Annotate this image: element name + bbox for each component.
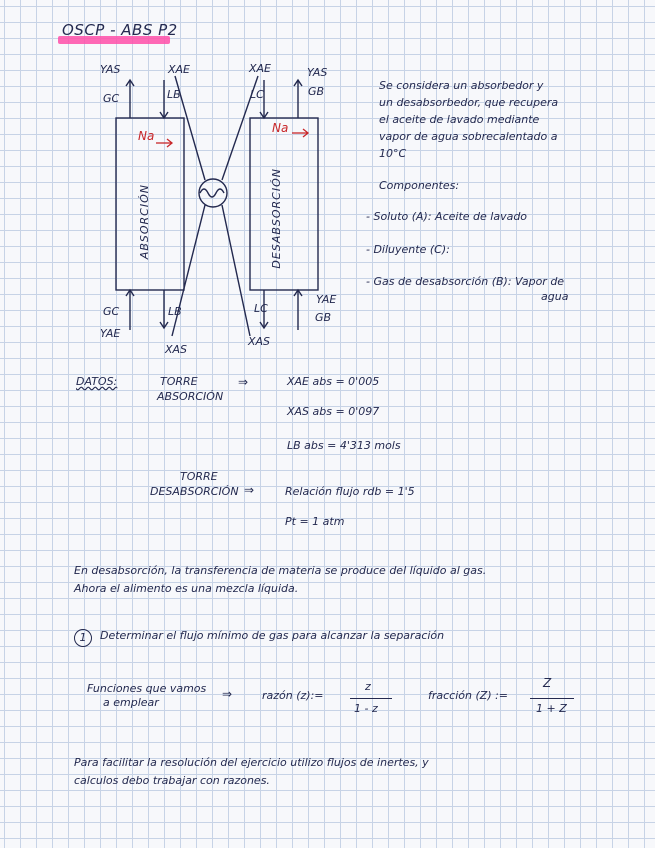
- ratio-denominator: 1 - z: [354, 702, 378, 715]
- data-arrow-2: ⇒: [244, 483, 255, 497]
- data-pressure: Pt = 1 atm: [285, 515, 345, 528]
- tower-desorption-label: TORRE: [180, 470, 218, 483]
- data-label: DATOS:: [76, 375, 118, 388]
- description-line: vapor de agua sobrecalentado a: [379, 130, 558, 143]
- component-gas: - Gas de desabsorción (B): Vapor de: [366, 275, 565, 288]
- desorber-top-l-label: LC: [250, 88, 264, 101]
- ratio-label: razón (z):=: [262, 689, 324, 702]
- closing-line: Para facilitar la resolución del ejercicio utilizo flujos de inertes, y: [74, 756, 429, 769]
- desorber-tower-label: DESABSORCIÓN: [270, 168, 283, 269]
- question-number: 1: [74, 629, 92, 647]
- tower-desorption-label-2: DESABSORCIÓN: [150, 485, 239, 498]
- desorber-top-x-label: XAE: [249, 62, 272, 75]
- desorber-bottom-g-label: GB: [315, 311, 332, 324]
- absorber-top-x-label: XAE: [168, 63, 191, 76]
- data-xas: XAS abs = 0'097: [287, 405, 380, 418]
- desorber-top-y-label: YAS: [307, 66, 328, 79]
- tower-absorption-label: TORRE: [160, 375, 198, 388]
- functions-label: Funciones que vamos: [87, 682, 207, 695]
- absorber-top-g-label: GC: [103, 92, 120, 105]
- data-lb: LB abs = 4'313 mols: [287, 439, 401, 452]
- absorber-bottom-y-label: YAE: [100, 327, 121, 340]
- question-text: Determinar el flujo mínimo de gas para alcanzar la separación: [100, 629, 445, 642]
- absorber-bottom-g-label: GC: [103, 305, 120, 318]
- component-solute: - Soluto (A): Aceite de lavado: [366, 210, 528, 223]
- desorber-tower: [250, 118, 318, 290]
- description-line: un desabsorbedor, que recupera: [379, 96, 559, 109]
- ratio-fraction-bar: [350, 698, 392, 699]
- absorber-tower-label: ABSORCIÓN: [138, 184, 151, 260]
- description-line: Se considera un absorbedor y: [379, 79, 544, 92]
- fraction-label: fracción (Z) :=: [428, 689, 509, 702]
- absorber-top-l-label: LB: [167, 88, 181, 101]
- tower-absorption-label-2: ABSORCIÓN: [157, 390, 224, 403]
- page-title: OSCP - ABS P2: [62, 21, 178, 39]
- desorber-bottom-l-label: LC: [254, 302, 268, 315]
- desorber-top-g-label: GB: [308, 85, 325, 98]
- transfer-line: Ahora el alimento es una mezcla líquida.: [74, 582, 299, 595]
- fraction-denominator: 1 + Z: [536, 702, 567, 715]
- data-xae: XAE abs = 0'005: [287, 375, 380, 388]
- description-line: 10°C: [379, 147, 407, 160]
- desorber-flux-label: Na: [272, 121, 289, 135]
- data-arrow: ⇒: [238, 375, 249, 389]
- transfer-line: En desabsorción, la transferencia de materia se produce del líquido al gas.: [74, 564, 487, 577]
- fraction-numerator: Z: [543, 676, 552, 690]
- closing-line: calculos debo trabajar con razones.: [74, 774, 270, 787]
- fraction-fraction-bar: [530, 698, 574, 699]
- description-line: el aceite de lavado mediante: [379, 113, 540, 126]
- absorber-top-y-label: YAS: [100, 63, 121, 76]
- absorber-bottom-l-label: LB: [168, 305, 182, 318]
- component-gas-continued: agua: [541, 290, 569, 303]
- ratio-numerator: z: [365, 680, 371, 693]
- functions-label-2: a emplear: [103, 696, 159, 709]
- desorber-bottom-x-label: XAS: [248, 335, 271, 348]
- absorber-flux-label: Na: [138, 129, 155, 143]
- components-heading: Componentes:: [379, 179, 460, 192]
- functions-arrow: ⇒: [222, 687, 233, 701]
- data-relation: Relación flujo rdb = 1'5: [285, 485, 415, 498]
- desorber-bottom-y-label: YAE: [316, 293, 337, 306]
- component-diluent: - Diluyente (C):: [366, 243, 450, 256]
- absorber-bottom-x-label: XAS: [165, 343, 188, 356]
